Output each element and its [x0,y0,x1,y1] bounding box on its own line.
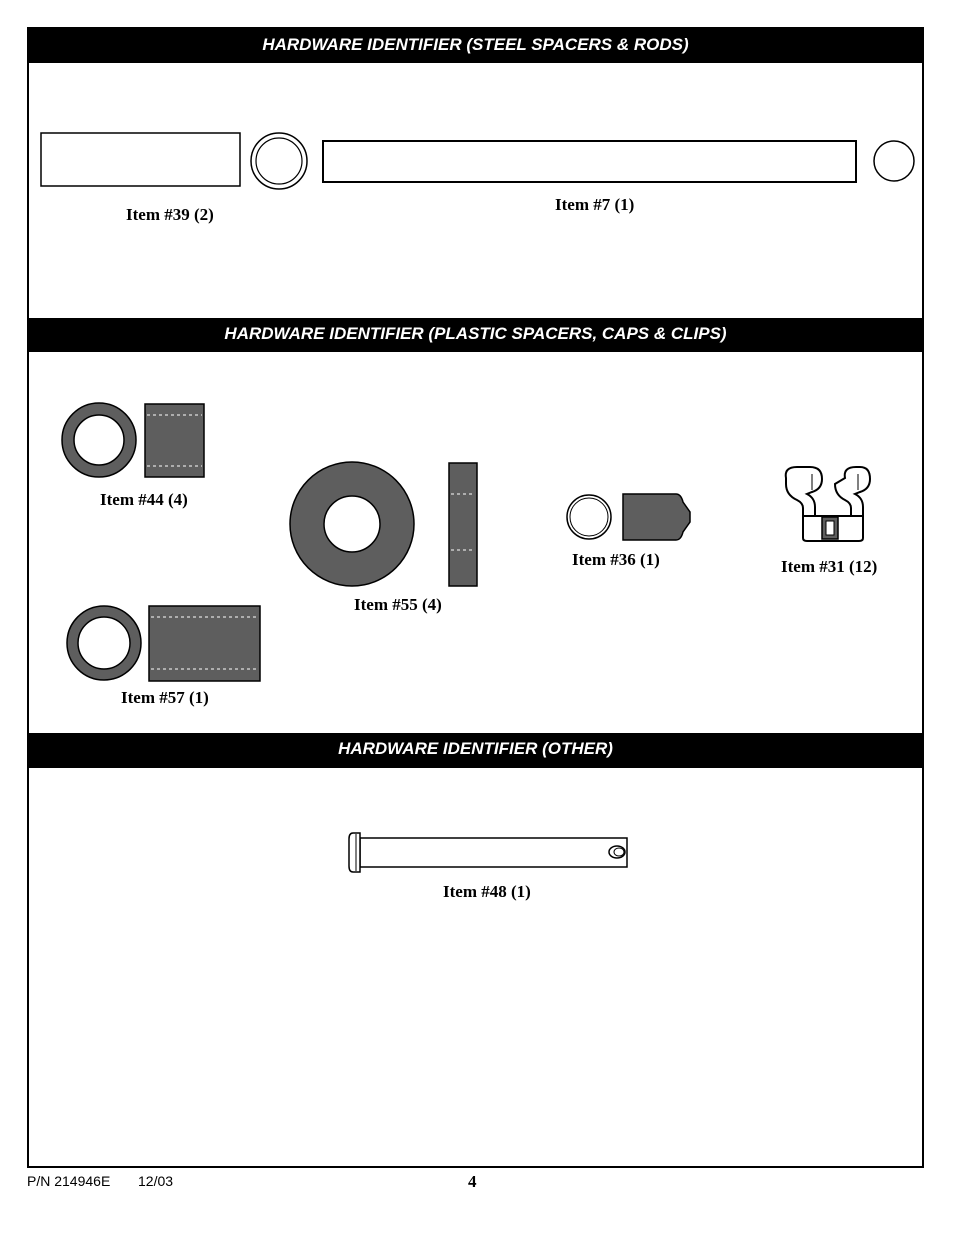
section-header-plastic: HARDWARE IDENTIFIER (PLASTIC SPACERS, CAPS & CLIPS) [27,318,924,352]
item-39-label: Item #39 (2) [126,205,214,224]
part-number: P/N 214946E [27,1173,111,1189]
item-7-drawing [323,141,914,182]
item-48-label: Item #48 (1) [443,882,531,901]
item-44-drawing [62,403,204,477]
item-36-label: Item #36 (1) [572,550,660,569]
page-number: 4 [468,1172,477,1191]
item-31-label: Item #31 (12) [781,557,878,576]
item-57-drawing [67,606,260,681]
section-header-other: HARDWARE IDENTIFIER (OTHER) [27,733,924,768]
item-39-drawing [41,133,307,189]
section-header-steel: HARDWARE IDENTIFIER (STEEL SPACERS & RODS) [27,27,924,63]
item-57-label: Item #57 (1) [121,688,209,707]
item-55-label: Item #55 (4) [354,595,442,614]
item-55-drawing [290,462,477,586]
revision-date: 12/03 [138,1173,174,1189]
item-36-drawing [567,494,690,540]
item-7-label: Item #7 (1) [555,195,635,214]
item-44-label: Item #44 (4) [100,490,188,509]
item-31-drawing [786,467,870,541]
item-48-drawing [349,833,627,872]
